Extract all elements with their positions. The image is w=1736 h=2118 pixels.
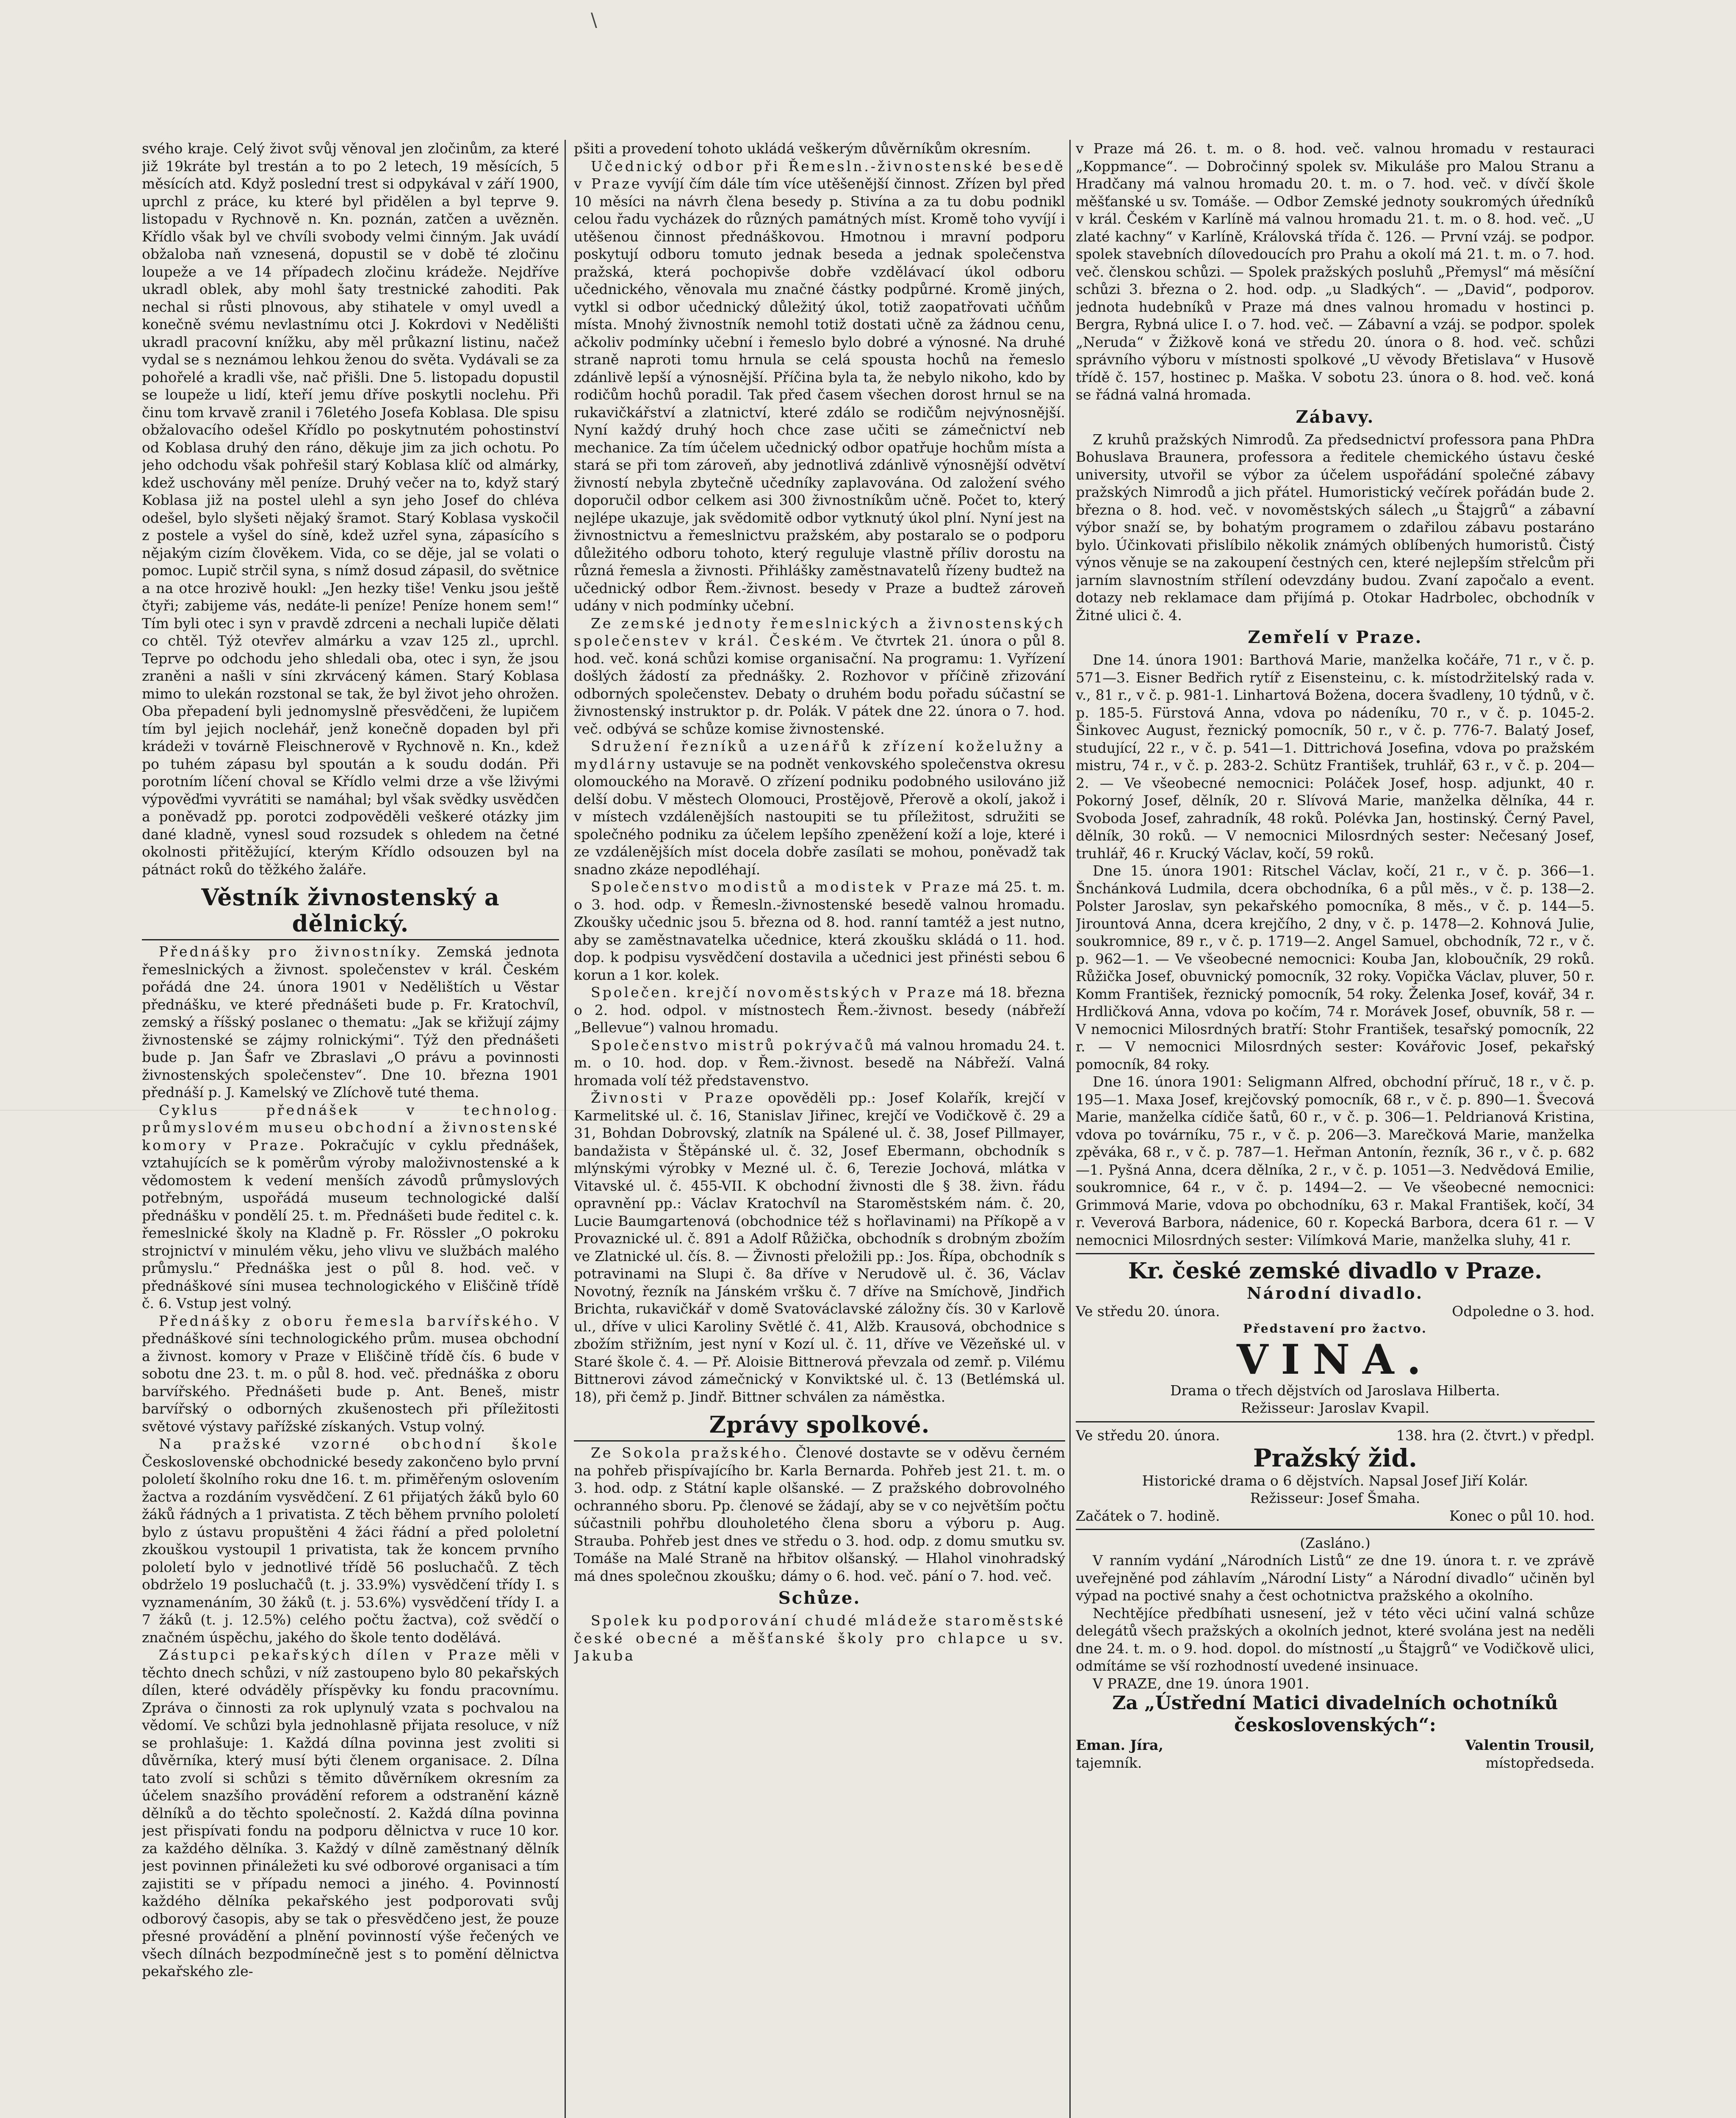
deaths-feb-15: Dne 15. února 1901: Ritschel Václav, kočí, 21 r., v č. p. 366—1. Šnchánková Ludmila, dcera obchodníka, 6 a půl měs., v č. p. 138—2. Polster Jaroslav, syn pekařského pomocníka, 8 měs., v č. p. 144—5. Jirountová Anna, dcera krejčího, 2 dny, v č. p. 1478—2. Kohnová Julie, soukromnice, 89 r., v č. p. 1719—2. Angel Samuel, obchodník, 72 r., v č. p. 962—1. — Ve všeobecné nemocnici: Kouba Jan, kloboučník, 29 roků. Růžička Josef, obuvnický pomocník, 32 roky. Vopička Václav, pluver, 50 r. Komm František, řeznický pomocník, 54 roky. Želenka Josef, kovář, 34 r. Hrdličková Anna, vdova po kočím, 74 r. Morávek Josef, obuvník, 58 r. — V nemocnici Milosrdných bratří: Stohr František, tesařský pomocník, 22 r. — V nemocnici Milosrdných sester: Kovářovic Josef, pekařský pomocník, 84 roky.: [1076, 862, 1595, 1073]
article-milliners: [574, 878, 1065, 984]
signature-2-role: místopředseda.: [1485, 1754, 1595, 1771]
article-body: Pokračujíc v cyklu přednášek, vztahujících se k poměrům výroby maloživnostenské a k vědomostem k vedení menších závodů průmyslových potřebným, uspořádá museum technologické další přednášku v pondělí 25. t. m. Přednášeti bude ředitel c. k. řemeslnické školy na Kladně p. Fr. Rössler „O pokroku strojnictví v minulém věku, jeho vlivu ve službách malého průmyslu.“ Přednáška jest o půl 8. hod. več. v přednáškové síni musea technologického v Eliščině třídě č. 6. Vstup jest volný.: [142, 1137, 559, 1311]
article-body: Československé obchodnické besedy zakončeno bylo první pololetí školního roku dne 16. t. m. přiměřeným oslovením žactva a rozdáním vysvědčení. Z 61 přijatých žáků bylo 60 žáků řádných a 1 privatista. Z těch během prvního pololetí bylo z ústavu propuštěni 4 žáci řádní a před pololetní zkouškou vystoupil 1 privatista, tak že koncem prvního pololetí bylo v jednotlivé třídě 56 posluchačů. Z těch obdrželo 19 posluchačů (t. j. 33.9%) vysvědčení třídy I. s vyznamenáním, 30 žáků (t. j. 53.6%) vysvědčení třídy I. a 7 žáků (t. j. 12.5%) celého počtu žactva), což svědčí o značném úspěchu, jakého do škole tento dodělává.: [142, 1453, 559, 1646]
section-title-trade: Věstník živnostenský a dělnický.: [142, 884, 559, 940]
signature-1-name: Eman. Jíra,: [1076, 1737, 1163, 1753]
article-body: má valnou hromadu 24. t. m. o 10. hod. dop. v Řem.-živnost. besedě na Nábřeží. Valná hromada volí též představenstvo.: [574, 1037, 1065, 1089]
play-2-title: Pražský žid.: [1253, 1443, 1418, 1472]
article-heading: Sdružení řezníků a uzenářů k zřízení koželužny a mydlárny: [574, 738, 1065, 772]
article-nimrods: Z kruhů pražských Nimrodů. Za předsednictví professora pana PhDra Bohuslava Braunera, professora a ředitele chemického ústavu české university, utvořil se výbor za účelem uspořádání společné zábavy pražských Nimrodů a jich přátel. Humoristický večírek pořádán bude 2. března o 8. hod. več. v novoměstských sálech „u Štajgrů“ a zábavní výbor snaží se, by bohatým programem o zdařilou zábavu postaráno bylo. Účinkovati přislíbilo několik známých oblíbených humoristů. Čistý výnos věnuje se na zakoupení čestných cen, které nejlepším střelcům při jarním slavnostním střílení odevzdány budou. Zvaní započalo a event. dotazy neb reklamace dam přijímá p. Otokar Hadrbolec, obchodník v Žitné ulici č. 4.: [1076, 431, 1595, 624]
theatre-subtitle: Národní divadlo.: [1246, 1284, 1424, 1303]
sent-in-label: (Zasláno.): [1300, 1534, 1371, 1551]
article-heading: Zástupci pekařských dílen v Praze: [159, 1647, 498, 1663]
article-heading: Živnosti v Praze: [591, 1089, 755, 1106]
article-heading: Společenstvo modistů a modistek v Praze: [591, 879, 972, 895]
signature-2-name: Valentin Trousil,: [1465, 1737, 1595, 1753]
signature-names: [1076, 1736, 1595, 1754]
article-heading: Přednášky pro živnostníky.: [159, 943, 423, 960]
article-trades-registered: [574, 1089, 1065, 1406]
play-1-director: Režisseur: Jaroslav Kvapil.: [1241, 1400, 1429, 1416]
performance-1-time: Odpoledne o 3. hod.: [1452, 1303, 1595, 1320]
article-heading: Společen. krejčí novoměstských v Praze: [591, 984, 958, 1001]
signature-1-role: tajemník.: [1076, 1754, 1142, 1771]
article-roofers: [574, 1037, 1065, 1089]
performance-1-date: Ve středu 20. února.: [1076, 1303, 1220, 1320]
performance-2-row: [1076, 1427, 1595, 1444]
performance-2-date: Ve středu 20. února.: [1076, 1427, 1220, 1444]
article-body: Zemská jednota řemeslnických a živnost. společenstev v král. Českém pořádá dne 24. února 1901 v Nedělištích u Věstar přednášku, ve které přednášeti bude p. Fr. Kratochvíl, zemský a říšský poslanec o thematu: „Jak se křižují zájmy živnostenské se zájmy rolnickými“. Týž den přednášeti bude p. Jan Šafr ve Zbraslavi „O právu a povinnosti živnostenských společenstev“. Dne 10. března 1901 přednáší p. J. Kamelský ve Zlíchově tuté thema.: [142, 943, 559, 1101]
play-2-end: Konec o půl 10. hod.: [1449, 1507, 1595, 1524]
column-2: [574, 140, 1065, 2118]
deaths-feb-14: Dne 14. února 1901: Barthová Marie, manželka kočáře, 71 r., v č. p. 571—3. Eisner Bedřich rytíř z Eisensteinu, c. k. místodržitelský rada v. v., 81 r., v č. p. 981-1. Linhartová Božena, docera švadleny, 10 týdnů, v č. p. 185-5. Fürstová Anna, vdova po nádeníku, 70 r., v č. p. 1045-2. Šinkovec August, řeznický pomocník, 50 r., v č. p. 776-7. Balatý Josef, studující, 22 r., v č. p. 541—1. Dittrichová Josefina, vdova po pražském mistru, 74 r., v č. p. 283-2. Schütz František, truhlář, 63 r., v č. p. 204—2. — Ve všeobecné nemocnici: Poláček Josef, hosp. adjunkt, 40 r. Pokorný Josef, dělník, 20 r. Slívová Marie, manželka dělníka, 44 r. Svoboda Josef, zahradník, 48 roků. Polévka Jan, hostinský. Černý Pavel, dělník, 30 roků. — V nemocnici Milosrdných sester: Nečesaný Josef, truhlář, 46 r. Krucký Václav, kočí, 59 roků.: [1076, 651, 1595, 862]
article-body: vyvíjí čím dále tím více utěšenější činnost. Zřízen byl před 10 měsíci na návrh člena besedy p. Stivína a za tu dobu podnikl celou řadu vycházek do různých památných míst. Kromě toho vyvíjí i utěšenou činnost přednáškovou. Hmotnou i mravní podporu poskytují odboru tomuto jednak beseda a jednak společenstva pražská, která pochopivše dobře vzdělávací úkol odboru učednického, věnovala mu značné částky podpůrné. Kromě jiných, vytkl si odbor učednický důležitý úkol, totiž zaopatřovati učňům místa. Mnohý živnostník nemohl totiž dostati učně za žádnou cenu, ačkoliv podmínky učební i řemeslo bylo dobré a výnosné. Na druhé straně naproti tomu hrnula se celá spousta hochů na řemeslo zdánlivě lepší a výnosnější. Příčina byla ta, že nebylo nikoho, kdo by rodičům hochů poradil. Tak před časem všechen dorost hrnul se na rukavičkářství a zlatnictví, které zdálo se rodičům nejvýnosnější. Nyní každý druhý hoch chce zase učiti se zámečnictví neb mechanice. Za tím účelem učednický odbor opatřuje hochům místa a stará se při tom zároveň, aby jednotlivá zdánlivě výnosnější odvětví živností nebyla zbytečně učedníky zaplavována. Od založení svého doporučil odbor celkem asi 300 živnostníkům učně. Počet to, který nejlépe ukazuje, jak svědomitě odbor vytknutý úkol plní. Nyní jest na živnostnictvu a řemeslnictvu pražském, aby postaralo se o podporu důležitého odboru tohoto, který reguluje vlastně příliv dorostu na různá řemesla a živnosti. Přihlášky zaměstnavatelů řízeny budtež na učednický odbor Řem.-živnost. besedy v Praze a budtež zároveň udány v nich podmínky učební.: [574, 175, 1065, 614]
article-apprentices: [574, 158, 1065, 615]
play-1-description: Drama o třech dějstvích od Jaroslava Hilberta.: [1170, 1382, 1500, 1399]
section-title-clubs: Zprávy spolkové.: [574, 1411, 1065, 1442]
article-heading: Společenstvo mistrů pokrývačů: [591, 1037, 876, 1053]
article-body: Členové dostavte se v oděvu černém na pohřeb přispívajícího br. Karla Bernarda. Pohřeb jest 21. t. m. o 3. hod. odp. z Státní kaple olšanské. — Z pražského dobrovolného ochranného sboru. Pp. členové se žádají, aby se v co největším počtu súčastnili pohřbu dlouholetého člena sboru a výboru p. Aug. Strauba. Pohřeb jest dnes ve středu o 3. hod. odp. z domu smutku sv. Tomáše na Malé Straně na hřbitov olšanský. — Hlahol vinohradský má dnes společnou zkoušku; dámy o 6. hod. več. pání o 7. hod. več.: [574, 1444, 1065, 1584]
article-bakers-continuation: pšiti a provedení tohoto ukládá veškerým důvěrníkům okresním.: [574, 140, 1031, 157]
article-youth-society: [574, 1612, 1065, 1665]
article-body: opověděli pp.: Josef Kolařík, krejčí v Karmelitské ul. č. 16, Stanislav Jiřinec, krejčí ve Vodičkově č. 29 a 31, Bohdan Dobrovský, zlatník na Spálené ul. č. 38, Josef Pillmayer, bandažista v Štěpánské ul. č. 32, Josef Ebermann, obchodník s mlýnskými výrobky v Mezné ul. č. 6, Terezie Jochová, mlátka v Vitavské ul. č. 455-VII. K obchodní živnosti dle § 38. živn. řádu opravnění pp.: Václav Kratochvíl na Staroměstském nám. č. 20, Lucie Baumgartenová (obchodnice též s hořlavinami) na Příkopě a v Provaznické ul. č. 891 a Adolf Růžička, obchodník s drobným zbožím ve Zlatnické ul. čís. 8. — Živnosti přeložili pp.: Jos. Řípa, obchodník s potravinami na Slupi č. 8a dříve v Nerudově ul. č. 36, Václav Novotný, řezník na Jánském vršku č. 7 dříve na Smíchově, Jindřich Brichta, rukavičkář v domě Svatováclavské záložny čís. 30 v Karlově ul., dříve v ulici Karoliny Světlé č. 41, Alžb. Krausová, obchodnice s zbožím střižním, jest nyní v Kozí ul. č. 11, dříve ve Vězeňské ul. v Staré škole č. 4. — Př. Aloisie Bittnerová převzala od zemř. p. Vilému Bittnerovi závod zámečnický v Konviktské ul. č. 13 (Betlémská ul. 18), při čemž p. Jindř. Bittner schválen za náměstka.: [574, 1089, 1065, 1405]
column-1: [142, 140, 559, 2118]
article-dyeing: [142, 1312, 559, 1436]
play-2-director: Režisseur: Josef Šmaha.: [1250, 1490, 1420, 1506]
statement-date: V PRAZE, dne 19. února 1901.: [1093, 1675, 1310, 1692]
article-business-school: [142, 1435, 559, 1646]
article-body: má 18. března o 2. hod. odpol. v místnostech Řem.-živnost. besedy (nábřeží „Bellevue“) valnou hromadu.: [574, 984, 1065, 1036]
article-heading: Spolek ku podporování chudé mládeže staroměstské české obecné a měšťanské školy pro chlapce u sv. Jakuba: [574, 1612, 1065, 1664]
article-heading: Učednický odbor při Řemesln.-živnostenské besedě v Praze: [574, 158, 1065, 192]
article-heading: Na pražské vzorné obchodní škole: [159, 1436, 559, 1452]
article-heading: Ze Sokola pražského.: [591, 1444, 789, 1461]
statement-paragraph-2: Nechtějíce předbíhati usnesení, jež v této věci učiní valná schůze delegátů všech pražských a okolních jednot, které svolána jest na neděli dne 24. t. m. o 9. hod. dopol. do místností „u Štajgrů“ ve Vodičkově ulici, odmítáme se vší rozhodností uvedené insinuace.: [1076, 1605, 1595, 1674]
article-body: měli v těchto dnech schůzi, v níž zastoupeno bylo 80 pekařských dílen, které odváděly příspěvky ku fondu pracovnímu. Zpráva o činnosti za rok uplynulý vzata s pochvalou na vědomí. Ve schůzi byla jednohlasně přijata resoluce, v níž se prohlašuje: 1. Každá dílna povinna jest zvoliti si důvěrníka, který musí býti členem organisace. 2. Dílna tato zvolí si schůzi s těmito důvěrníkem okresním za účelem snazšího provádění reforem a odstranění kázně dělníků a do těchto společností. 2. Každá dílna povinna jest přispívati fondu na podporu dělnictva v ruce 10 kor. za každého dělníka. 3. Každý v dílně zaměstnaný dělník jest povinnen přináležeti ku své odborové organisaci a tím zajistiti se v případu nemoci a jiného. 4. Povinností každého dělníka pekařského jest podporovati svůj odborový časopis, aby se tak o přesvědčeno jest, že pouze přesné provádění a plnění povinností výše řečených ve všech dílnách bezpodmínečně jest s to pomění dělnictva pekařského zle-: [142, 1647, 559, 1979]
article-union: [574, 615, 1065, 738]
play-2-start: Začátek o 7. hodině.: [1076, 1507, 1220, 1524]
performance-1-note: Představení pro žactvo.: [1243, 1322, 1427, 1336]
article-body: má 25. t. m. o 3. hod. odp. v Řemesln.-živnostenské besedě valnou hromadu. Zkoušky učednic jsou 5. března od 8. hod. ranní tamtéž a jest nutno, aby se zaměstnavatelka učednice, která zkoušku skládá o 11. hod. dop. k podpisu vysvědčení dostavila a učednici jest přinésti sebou 6 korun a 1 kor. kolek.: [574, 879, 1065, 983]
column-3: [1076, 140, 1595, 2118]
page-mark: \: [591, 9, 597, 31]
article-heading: Ze zemské jednoty řemeslnických a živnostenských společenstev v král. Českém.: [574, 615, 1065, 649]
theatre-announcement: [1076, 1259, 1595, 1525]
play-1-title: VINA.: [1236, 1335, 1434, 1383]
article-meetings-continuation: v Praze má 26. t. m. o 8. hod. več. valnou hromadu v restauraci „Koppmance“. — Dobročinný spolek sv. Mikuláše pro Malou Stranu a Hradčany má valnou hromadu 20. t. m. o 7. hod. več. v dívčí škole měšťanské u sv. Tomáše. — Odbor Zemské jednoty soukromých úředníků v král. Českém v Karlíně má valnou hromadu 21. t. m. o 8. hod. več. „U zlaté kachny“ v Karlíně, Královská třída č. 126. — První vzáj. se podpor. spolek stavebních dílovedoucích pro Prahu a okolí má 21. t. m. o 7. hod. več. členskou schůzi. — Spolek pražských posluhů „Přemysl“ má měsíční schůzi 3. března o 2. hod. odp. „u Sladkých“. — „David“, podporov. jednota hudebníků v Praze má dnes valnou hromadu v hostinci p. Bergra, Rybná ulice I. o 7. hod. več. — Zábavní a vzáj. se podpor. spolek „Neruda“ v Žižkově koná ve středu 20. února o 8. hod. več. schůzi správního výboru v místnosti spolkové „U věvody Břetislava“ v Husově třídě č. 157, hostinec p. Maška. V sobotu 23. února o 8. hod. več. koná se řádná valná hromada.: [1076, 140, 1595, 403]
article-heading: Cyklus přednášek v technolog. průmyslovém museu obchodní a živnostenské komory v Praze.: [142, 1101, 559, 1153]
article-lectures: [142, 943, 559, 1101]
subsection-deaths: Zemřelí v Praze.: [1248, 627, 1423, 647]
divider: [1076, 1253, 1595, 1254]
article-sokol: [574, 1444, 1065, 1585]
signature-roles: [1076, 1754, 1595, 1771]
performance-2-number: 138. hra (2. čtvrt.) v předpl.: [1396, 1427, 1595, 1444]
article-body: V přednáškové síni technologického prům. musea obchodní a živnost. komory v Praze v Eliščině třídě čís. 6 bude v sobotu dne 23. t. m. o půl 8. hod. več. přednáška z oboru barvířského. Přednášeti bude p. Ant. Beneš, mistr barvířský o odborných zkušenostech při příležitosti světové výstavy pařížské získaných. Vstup volný.: [142, 1312, 559, 1435]
deaths-feb-16: Dne 16. února 1901: Seligmann Alfred, obchodní příruč, 18 r., v č. p. 195—1. Maxa Josef, krejčovský pomocník, 68 r., v č. p. 890—1. Švecová Marie, manželka cídiče šatů, 60 r., v č. p. 306—1. Peldrianová Kristina, vdova po továrníku, 75 r., v č. p. 206—3. Marečková Marie, manželka zpěváka, 68 r., v č. p. 787—1. Heřman Antonín, řezník, 36 r., v č. p. 682—1. Pyšná Anna, dcera dělníka, 2 r., v č. p. 1051—3. Nedvědová Emilie, soukromnice, 64 r., v č. p. 1494—2. — Ve všeobecné nemocnici: Grimmová Marie, vdova po obchodníku, 63 r. Makal František, kočí, 34 r. Veverová Barbora, nádenice, 60 r. Kopecká Barbora, dcera 61 r. — V nemocnici Milosrdných sester: Vilímková Marie, manželka sluhy, 41 r.: [1076, 1073, 1595, 1248]
column-rule: [1069, 140, 1071, 2118]
article-body: ustavuje se na podnět venkovského společenstva okresu olomouckého na Moravě. O zřízení podniku podobného usilováno již delší dobu. V městech Olomouci, Prostějově, Přerově a okolí, jakož i v místech vzdálenějších nastoupiti se tu příležitost, sdružiti se společného podniku za účelem lepšího zpeněžení koží a loje, které i ze vzdálenějších míst docela dobře zasílati se mohou, poněvadž tak snadno zkáze nepodléhají.: [574, 755, 1065, 878]
subsection-entertainment: Zábavy.: [1296, 407, 1375, 427]
statement-signatory-org: Za „Ústřední Matici divadelních ochotníků československých“:: [1112, 1692, 1558, 1736]
play-2-description: Historické drama o 6 dějstvích. Napsal Josef Jiří Kolár.: [1142, 1472, 1528, 1489]
article-bakers: [142, 1646, 559, 1980]
article-body: Ve čtvrtek 21. února o půl 8. hod. več. koná schůzi komise organisační. Na programu: 1. Vyřízení došlých žádostí za přednášky. 2. Rozhovor v příčině zřizování odborných společenstev. Debaty o druhém bodu pořadu súčastní se živnostenský instruktor p. dr. Polák. V pátek dne 22. února o 7. hod. več. odbývá se schůze komise živnostenské.: [574, 632, 1065, 737]
article-tailors: [574, 984, 1065, 1037]
play-2-times: [1076, 1507, 1595, 1525]
statement-paragraph-1: V ranním vydání „Národních Listů“ ze dne 19. února t. r. ve zprávě uveřejněné pod záhlavím „Národní Listy“ a Národní divadlo“ učiněn byl výpad na poctivé snahy a čest ochotnictva pražského a okolního.: [1076, 1552, 1595, 1604]
column-rule: [565, 140, 566, 2118]
article-trial-continuation: svého kraje. Celý život svůj věnoval jen zločinům, za které již 19kráte byl trestán a to po 2 letech, 19 měsících, 5 měsících atd. Když poslední trest si odpykával v září 1900, uprchl z práce, ku které byl přidělen a byl teprve 9. listopadu v Rychnově n. Kn. poznán, zatčen a uvězněn. Křídlo však byl ve chvíli svobody velmi činným. Jak uvádí obžaloba naň vznesená, dopustil se v době té zločinu loupeže a ve 14 případech zločinu krádeže. Nejdříve ukradl oblek, aby mohl šaty trestnické zahoditi. Pak nechal si růsti plnovous, aby stihatele v omyl uvedl a konečně svému nevlastnímu otci J. Kokrdovi v Nedělišti ukradl pracovní knížku, aby měl průkazní listinu, načež vydal se s neznámou lehkou ženou do světa. Vydávali se za pohořelé a kradli vše, nač přišli. Dne 5. listopadu dopustil se loupeže u lidí, kteří jemu dříve poskytli noclehu. Při činu tom krvavě zranil i 76letého Josefa Koblasa. Dle spisu obžalovacího odešel Křídlo po poskytnutém pohostinství od Koblasa druhý den ráno, děkuje jim za jich ochotu. Po jeho odchodu však pohřešil starý Koblasa klíč od almárky, kdež uschovány měl peníze. Druhý večer na to, když starý Koblasa již na postel ulehl a syn jeho Josef do chléva odešel, bylo slyšeti nějaký šramot. Starý Koblasa vyskočil z postele a vyšel do síně, kdež uzřel syna, zápasícího s nějakým cizím člověkem. Vida, co se děje, jal se volati o pomoc. Lupič strčil syna, s nímž dosud zápasil, do světnice a na otce hrozivě houkl: „Jen hezky tiše! Venku jsou ještě čtyři; zabijeme vás, nedáte-li peníze! Peníze honem sem!“ Tím byli otec i syn v pravdě zdrceni a nechali lupiče dělati co chtěl. Týž otevřev almárku a vzav 125 zl., uprchl. Teprve po odchodu jeho shledali oba, otec i syn, že jsou zraněni a našli v síni zkrvácený kámen. Starý Koblasa mimo to ulekán rozstonal se tak, že byl život jeho ohrožen. Oba přepadení byli jednomyslně přesvědčeni, že lupičem tím byl jejich noclehář, jenž konečně dopaden byl při krádeži v továrně Fleischnerově v Rychnově n. Kn., kdež po tuhém zápasu byl spoután a k soudu dodán. Při porotním líčení choval se Křídlo velmi drze a vše lživými výpověďmi vyvrátiti se namáhal; byl však svědky usvědčen a poněvadž pp. porotci zodpověděli veškeré otázky jim dané kladně, vynesl soud rozsudek s ohledem na četné okolnosti přitěžující, kterým Křídlo odsouzen byl na pátnáct roků do těžkého žaláře.: [142, 140, 559, 878]
article-lecture-cycle: [142, 1101, 559, 1312]
divider: [1076, 1421, 1595, 1422]
article-butchers: [574, 737, 1065, 878]
subsection-meetings: Schůze.: [778, 1588, 861, 1608]
divider: [1076, 1529, 1595, 1530]
performance-1-row: [1076, 1303, 1595, 1320]
theatre-title: Kr. české zemské divadlo v Praze.: [1128, 1258, 1542, 1284]
article-heading: Přednášky z oboru řemesla barvířského.: [159, 1312, 541, 1329]
